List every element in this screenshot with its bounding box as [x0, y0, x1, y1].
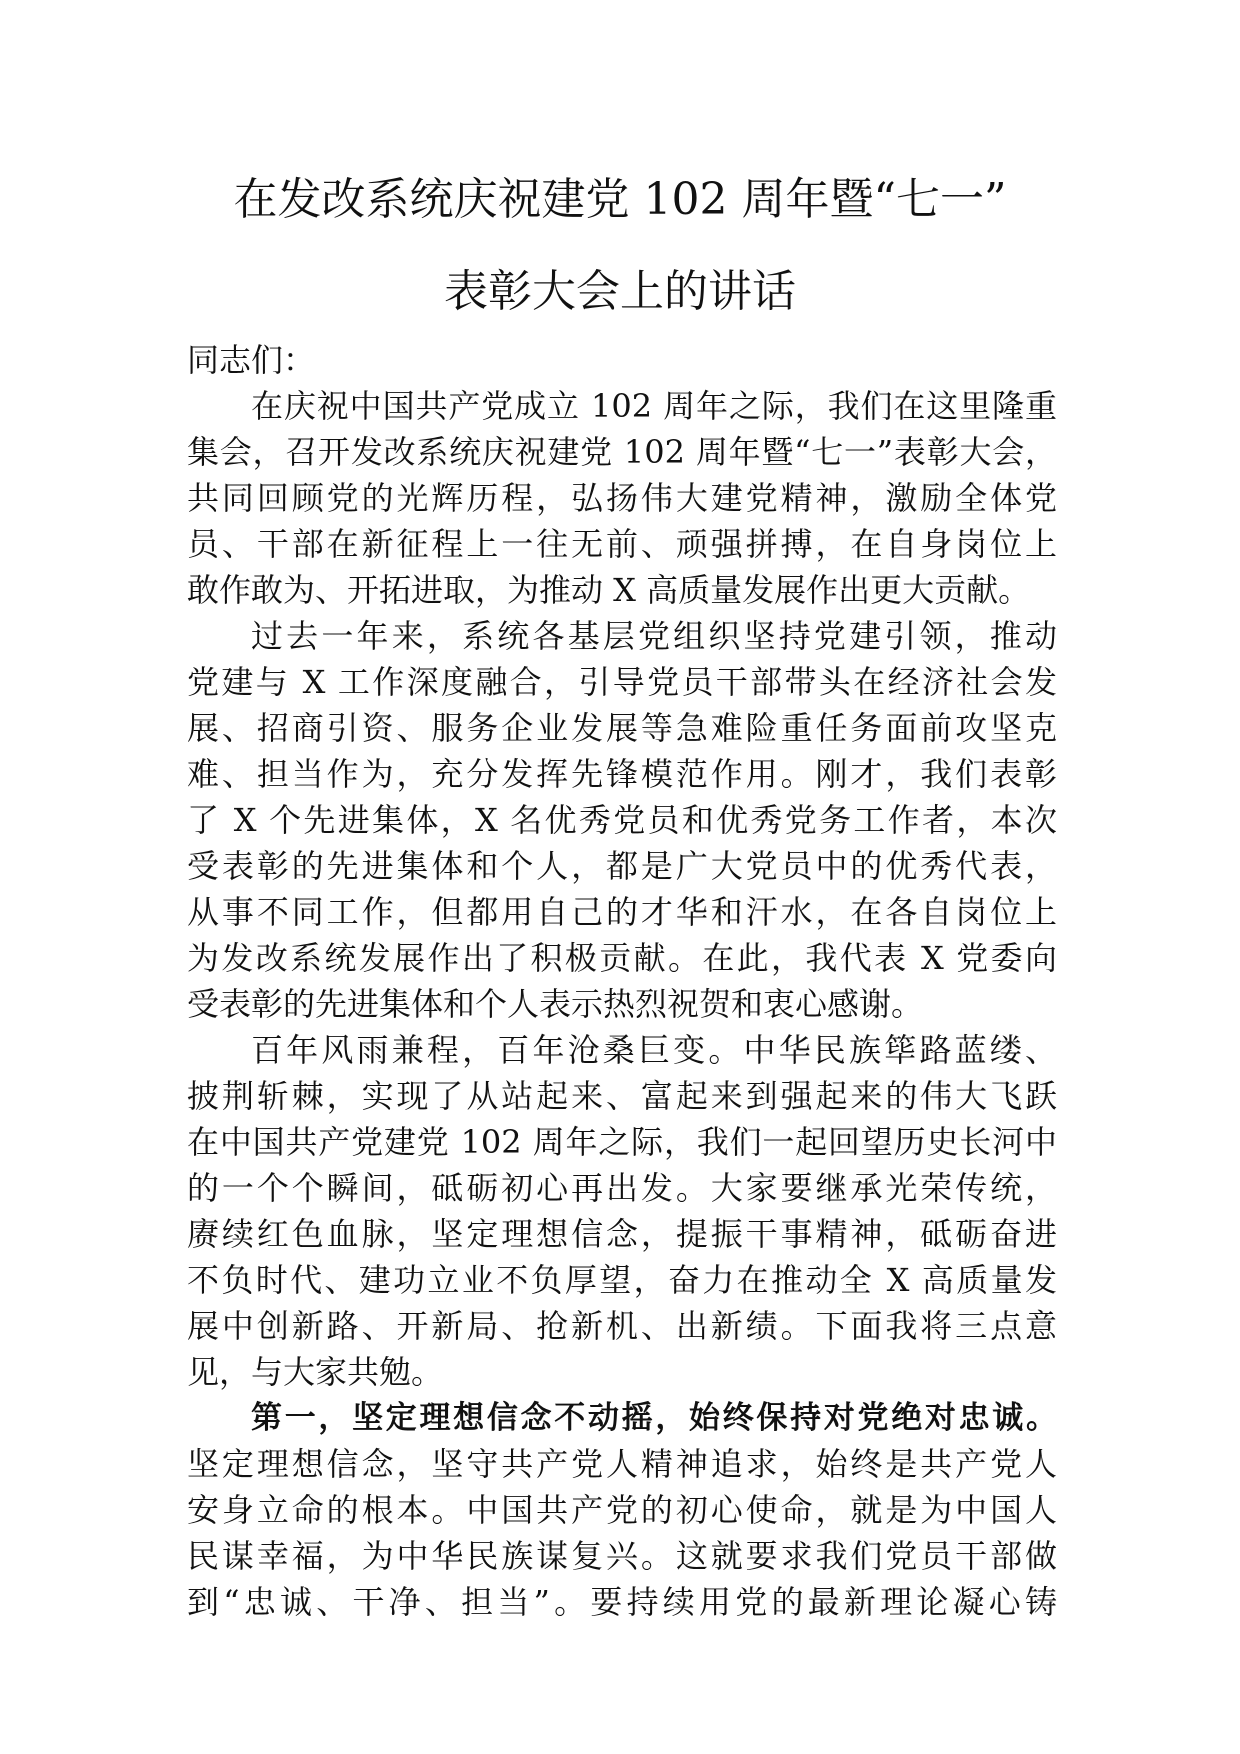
- paragraph-2-line-2: 党建与 X 工作深度融合，引导党员干部带头在经济社会发: [187, 663, 1057, 701]
- paragraph-2-line-4: 难、担当作为，充分发挥先锋模范作用。刚才，我们表彰: [187, 755, 1057, 793]
- paragraph-4-line-2: 安身立命的根本。中国共产党的初心使命，就是为中国人: [187, 1491, 1057, 1529]
- paragraph-3-line-7: 展中创新路、开新局、抢新机、出新绩。下面我将三点意: [187, 1307, 1057, 1345]
- paragraph-3-line-3: 在中国共产党建党 102 周年之际，我们一起回望历史长河中: [187, 1123, 1057, 1161]
- paragraph-3-line-1: 百年风雨兼程，百年沧桑巨变。中华民族筚路蓝缕、: [251, 1031, 1057, 1069]
- paragraph-1-line-2: 集会，召开发改系统庆祝建党 102 周年暨“七一”表彰大会，: [187, 433, 1057, 471]
- paragraph-3-line-6: 不负时代、建功立业不负厚望，奋力在推动全 X 高质量发: [187, 1261, 1057, 1299]
- paragraph-3-line-2: 披荆斩棘，实现了从站起来、富起来到强起来的伟大飞跃: [187, 1077, 1057, 1115]
- paragraph-2-line-3: 展、招商引资、服务企业发展等急难险重任务面前攻坚克: [187, 709, 1057, 747]
- paragraph-3-line-4: 的一个个瞬间，砥砺初心再出发。大家要继承光荣传统，: [187, 1169, 1057, 1207]
- document-title-line-2: 表彰大会上的讲话: [444, 266, 796, 317]
- paragraph-2-line-1: 过去一年来，系统各基层党组织坚持党建引领，推动: [251, 617, 1057, 655]
- paragraph-3-line-5: 赓续红色血脉，坚定理想信念，提振干事精神，砥砺奋进: [187, 1215, 1057, 1253]
- paragraph-2-line-9: 受表彰的先进集体和个人表示热烈祝贺和衷心感谢。: [187, 985, 924, 1023]
- salutation: 同志们：: [187, 341, 316, 379]
- paragraph-4-line-1: 坚定理想信念，坚守共产党人精神追求，始终是共产党人: [187, 1445, 1057, 1483]
- paragraph-3-line-8: 见，与大家共勉。: [187, 1353, 444, 1391]
- document-title-line-1: 在发改系统庆祝建党 102 周年暨“七一”: [233, 174, 1007, 225]
- paragraph-4-line-3: 民谋幸福，为中华民族谋复兴。这就要求我们党员干部做: [187, 1537, 1057, 1575]
- paragraph-1-line-1: 在庆祝中国共产党成立 102 周年之际，我们在这里隆重: [251, 387, 1057, 425]
- paragraph-2-line-8: 为发改系统发展作出了积极贡献。在此，我代表 X 党委向: [187, 939, 1057, 977]
- section-heading-1: 第一，坚定理想信念不动摇，始终保持对党绝对忠诚。: [251, 1400, 1057, 1436]
- paragraph-2-line-7: 从事不同工作，但都用自己的才华和汗水，在各自岗位上: [187, 893, 1057, 931]
- paragraph-4-line-4: 到“忠诚、干净、担当”。要持续用党的最新理论凝心铸: [187, 1583, 1057, 1621]
- paragraph-1-line-5: 敢作敢为、开拓进取，为推动 X 高质量发展作出更大贡献。: [187, 571, 1031, 609]
- paragraph-1-line-4: 员、干部在新征程上一往无前、顽强拼搏，在自身岗位上: [187, 525, 1057, 563]
- paragraph-2-line-6: 受表彰的先进集体和个人，都是广大党员中的优秀代表，: [187, 847, 1057, 885]
- document-body: [187, 337, 1057, 1625]
- paragraph-1-line-3: 共同回顾党的光辉历程，弘扬伟大建党精神，激励全体党: [187, 479, 1057, 517]
- paragraph-2-line-5: 了 X 个先进集体，X 名优秀党员和优秀党务工作者，本次: [187, 801, 1057, 839]
